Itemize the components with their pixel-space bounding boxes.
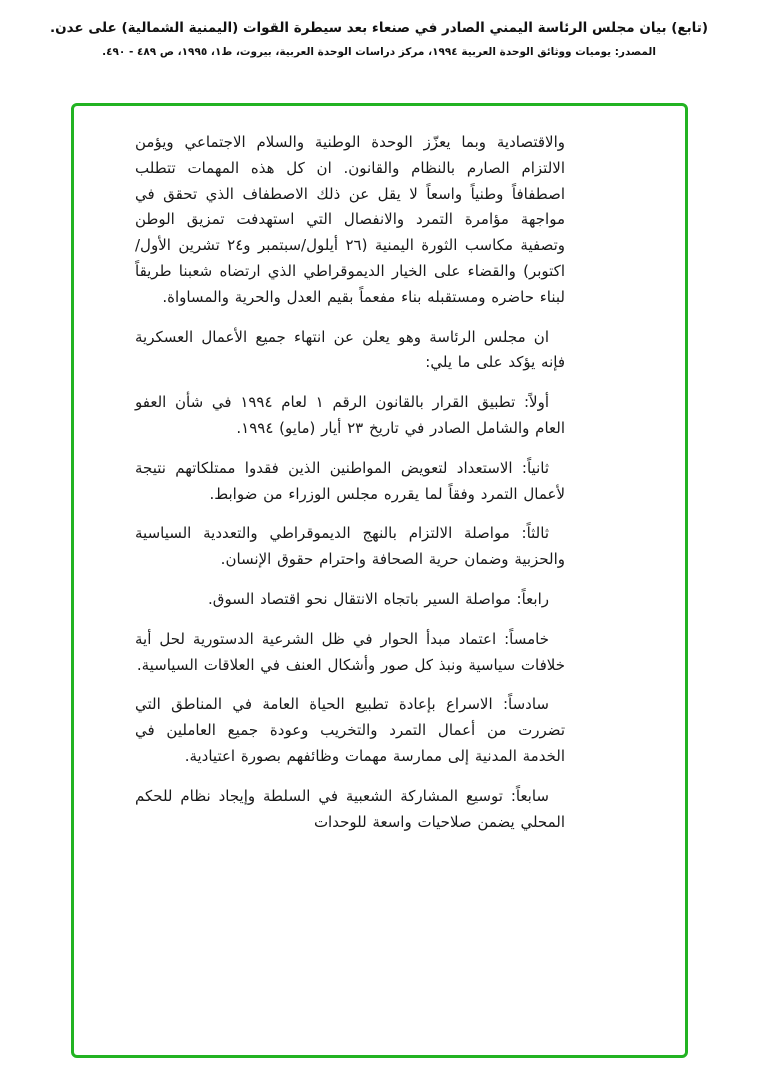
paragraph-item-seventh: سابعاً: توسيع المشاركة الشعبية في السلطة وإيجاد نظام للحكم المحلي يضمن صلاحيات واسعة للوحدات [135,786,565,831]
paragraph-item-fourth: رابعاً: مواصلة السير باتجاه الانتقال نحو اقتصاد السوق. [208,589,549,608]
document-text-column [135,130,565,849]
source-citation: المصدر: يوميات ووثائق الوحدة العربية ١٩٩٤، مركز دراسات الوحدة العربية، بيروت، ط١، ١٩٩٥، ص ٤٨٩ - ٤٩٠. [102,45,656,58]
document-title: (تابع) بيان مجلس الرئاسة اليمني الصادر في صنعاء بعد سيطرة القوات (اليمنية الشمالية) على عدن. [49,20,708,36]
paragraph-item-fifth: خامساً: اعتماد مبدأ الحوار في ظل الشرعية الدستورية لحل أية خلافات سياسية ونبذ كل صور وأشكال العنف في العلاقات السياسية. [135,629,565,674]
paragraph-item-second: ثانياً: الاستعداد لتعويض المواطنين الذين فقدوا ممتلكاتهم نتيجة لأعمال التمرد وفقاً لما يقرره مجلس الوزراء من ضوابط. [135,458,565,503]
paragraph-item-third: ثالثاً: مواصلة الالتزام بالنهج الديموقراطي والتعددية السياسية والحزبية وضمان حرية الصحافة واحترام حقوق الإنسان. [135,524,565,569]
paragraph-item-first: أولاً: تطبيق القرار بالقانون الرقم ١ لعام ١٩٩٤ في شأن العفو العام والشامل الصادر في تاريخ ٢٣ أيار (مايو) ١٩٩٤. [135,393,565,437]
paragraph-intro-statement: ان مجلس الرئاسة وهو يعلن عن انتهاء جميع الأعمال العسكرية فإنه يؤكد على ما يلي: [135,327,565,372]
paragraph-item-sixth: سادساً: الاسراع بإعادة تطبيع الحياة العامة في المناطق التي تضررت من أعمال التمرد والتخريب وعودة جميع العاملين في الخدمة المدنية إلى ممارسة مهمات وظائفهم بصورة اعتيادية. [135,695,565,765]
document-body-frame [71,103,688,1058]
document-header [40,18,718,58]
paragraph-continuation: والاقتصادية وبما يعزّز الوحدة الوطنية والسلام الاجتماعي ويؤمن الالتزام الصارم بالنظام والقانون. ان كل هذه المهمات تتطلب اصطفافاً وطنياً واسعاً لا يقل عن ذلك الاصطفاف الذي تحقق في مواجهة مؤامرة التمرد والانفصال التي استهدفت تمزيق الوطن وتصفية مكاسب الثورة اليمنية (٢٦ أيلول/سبتمبر و٢٤ تشرين الأول/ اكتوبر) والقضاء على الخيار الديموقراطي الذي ارتضاه شعبنا طريقاً لبناء حاضره ومستقبله بناء مفعماً بقيم العدل والحرية والمساواة. [135,133,565,306]
